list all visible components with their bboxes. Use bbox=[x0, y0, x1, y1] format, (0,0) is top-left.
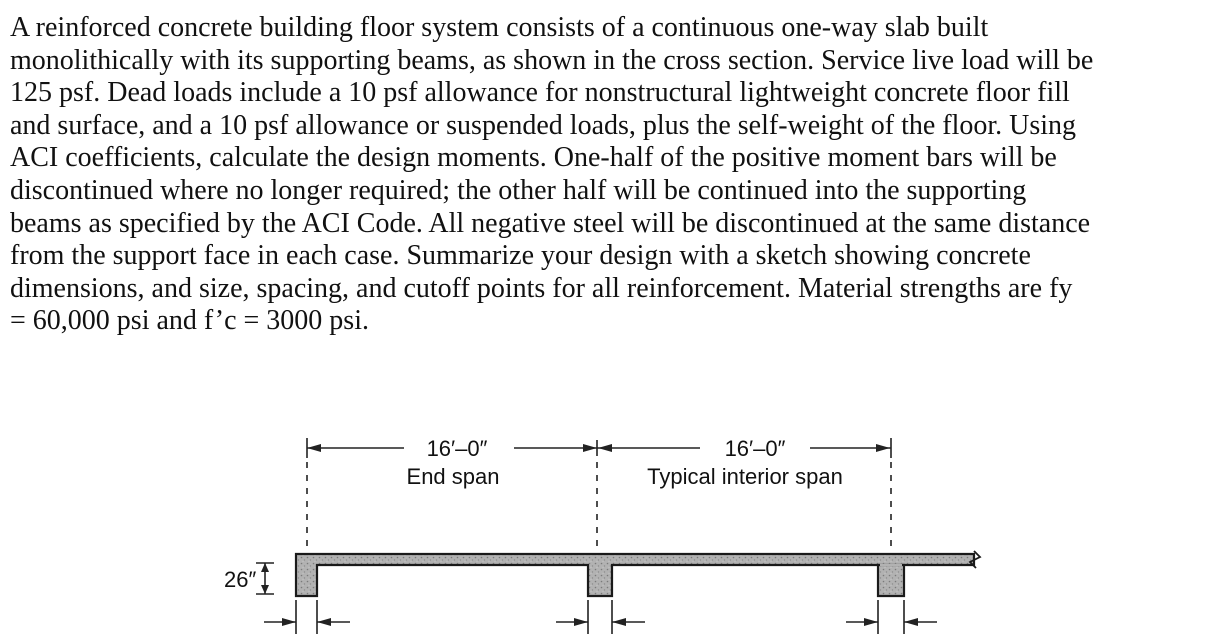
problem-line: dimensions, and size, spacing, and cutoff points for all reinforcement. Material strengths are fy bbox=[10, 272, 1073, 304]
cross-section-drawing bbox=[0, 400, 1209, 638]
problem-line: from the support face in each case. Summarize your design with a sketch showing concrete bbox=[10, 240, 1031, 272]
arrow-head bbox=[876, 444, 890, 452]
problem-line: and surface, and a 10 psf allowance or suspended loads, plus the self-weight of the floor. Using bbox=[10, 109, 1077, 141]
arrow-head bbox=[317, 618, 331, 626]
arrow-head bbox=[282, 618, 296, 626]
arrow-head bbox=[598, 444, 612, 452]
problem-line: beams as specified by the ACI Code. All negative steel will be discontinued at the same distance bbox=[10, 207, 1091, 239]
problem-line: = 60,000 psi and f’c = 3000 psi. bbox=[10, 305, 369, 337]
arrow-head bbox=[574, 618, 588, 626]
end-span-length: 16′–0″ bbox=[426, 436, 488, 461]
interior-span-label: Typical interior span bbox=[647, 464, 843, 489]
beam-depth-dimension bbox=[224, 563, 274, 594]
arrow-head bbox=[904, 618, 918, 626]
interior-span-length: 16′–0″ bbox=[724, 436, 786, 461]
arrow-head bbox=[612, 618, 626, 626]
arrow-head bbox=[864, 618, 878, 626]
end-span-dimension bbox=[307, 436, 597, 489]
arrow-head bbox=[261, 585, 269, 594]
beam-width-dimensions bbox=[264, 600, 937, 634]
problem-statement bbox=[10, 12, 1206, 338]
arrow-head bbox=[583, 444, 597, 452]
interior-beam bbox=[878, 565, 904, 596]
problem-line: discontinued where no longer required; the other half will be continued into the supporting bbox=[10, 174, 1027, 206]
problem-line: A reinforced concrete building floor system consists of a continuous one-way slab built bbox=[10, 12, 989, 43]
interior-span-dimension bbox=[597, 436, 891, 489]
problem-line: 125 psf. Dead loads include a 10 psf allowance for nonstructural lightweight concrete floor fill bbox=[10, 77, 1070, 109]
problem-line: ACI coefficients, calculate the design moments. One-half of the positive moment bars will be bbox=[10, 142, 1057, 174]
problem-line: monolithically with its supporting beams, as shown in the cross section. Service live load will be bbox=[10, 44, 1094, 76]
end-span-label: End span bbox=[406, 464, 500, 489]
arrow-head bbox=[307, 444, 321, 452]
arrow-head bbox=[261, 563, 269, 572]
slab-profile bbox=[296, 554, 974, 596]
slab-and-beams bbox=[296, 551, 980, 596]
slab-cross-section-figure bbox=[0, 400, 1209, 638]
beam-depth-label: 26″ bbox=[224, 567, 257, 592]
